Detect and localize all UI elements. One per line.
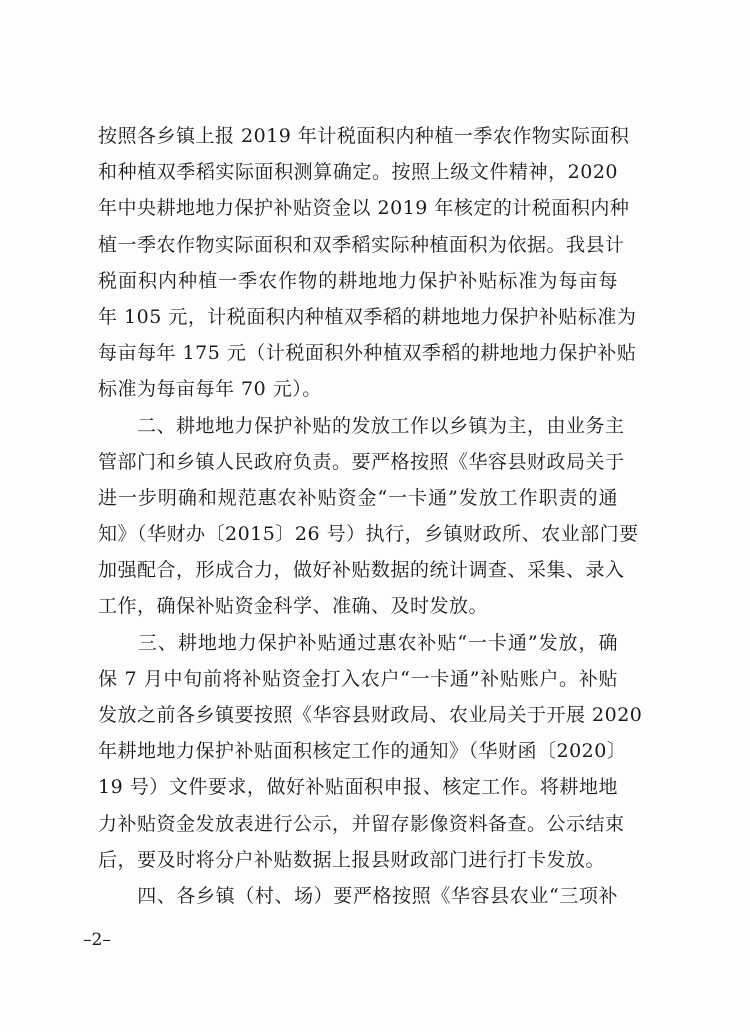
text-line: 保 7 月中旬前将补贴资金打入农户“一卡通”补贴账户。补贴 [98, 667, 618, 690]
text-line: 工作，确保补贴资金科学、准确、及时发放。 [98, 595, 489, 618]
text-line: 税面积内种植一季农作物的耕地地力保护补贴标准为每亩每 [98, 269, 618, 292]
text-line: 四、各乡镇（村、场）要严格按照《华容县农业“三项补 [98, 884, 618, 907]
text-line: 三、耕地地力保护补贴通过惠农补贴“一卡通”发放，确 [98, 631, 618, 654]
text-line: 发放之前各乡镇要按照《华容县财政局、农业局关于开展 2020 [98, 704, 643, 726]
paragraph-section-two [98, 408, 639, 625]
paragraph-subsidy-standard [98, 118, 637, 408]
text-line: 每亩每年 175 元（计税面积外种植双季稻的耕地地力保护补贴 [98, 342, 637, 365]
body-text [98, 118, 643, 914]
text-line: 植一季农作物实际面积和双季稻实际种植面积为依据。我县计 [98, 233, 625, 256]
text-line: 标准为每亩每年 70 元）。 [98, 378, 322, 401]
text-line: 进一步明确和规范惠农补贴资金“一卡通”发放工作职责的通 [98, 486, 618, 509]
text-line: 年中央耕地地力保护补贴资金以 2019 年核定的计税面积内种 [98, 197, 630, 220]
page-number: –2– [83, 930, 111, 950]
text-line: 管部门和乡镇人民政府负责。要严格按照《华容县财政局关于 [98, 450, 625, 473]
text-line: 年耕地地力保护补贴面积核定工作的通知》（华财函〔2020〕 [98, 740, 627, 763]
text-line: 后，要及时将分户补贴数据上报县财政部门进行打卡发放。 [98, 848, 606, 871]
paragraph-section-three [98, 625, 643, 878]
text-line: 19 号）文件要求，做好补贴面积申报、核定工作。将耕地地 [98, 776, 618, 799]
text-line: 加强配合，形成合力，做好补贴数据的统计调查、采集、录入 [98, 559, 625, 582]
text-line: 知》（华财办〔2015〕26 号）执行，乡镇财政所、农业部门要 [98, 523, 639, 546]
text-line: 力补贴资金发放表进行公示，并留存影像资料备查。公示结束 [98, 812, 625, 835]
text-line: 按照各乡镇上报 2019 年计税面积内种植一季农作物实际面积 [98, 125, 630, 147]
text-line: 二、耕地地力保护补贴的发放工作以乡镇为主，由业务主 [98, 414, 625, 437]
text-line: 和种植双季稻实际面积测算确定。按照上级文件精神，2020 [98, 161, 618, 184]
paragraph-section-four [98, 878, 618, 914]
text-line: 年 105 元，计税面积内种植双季稻的耕地地力保护补贴标准为 [98, 305, 637, 328]
